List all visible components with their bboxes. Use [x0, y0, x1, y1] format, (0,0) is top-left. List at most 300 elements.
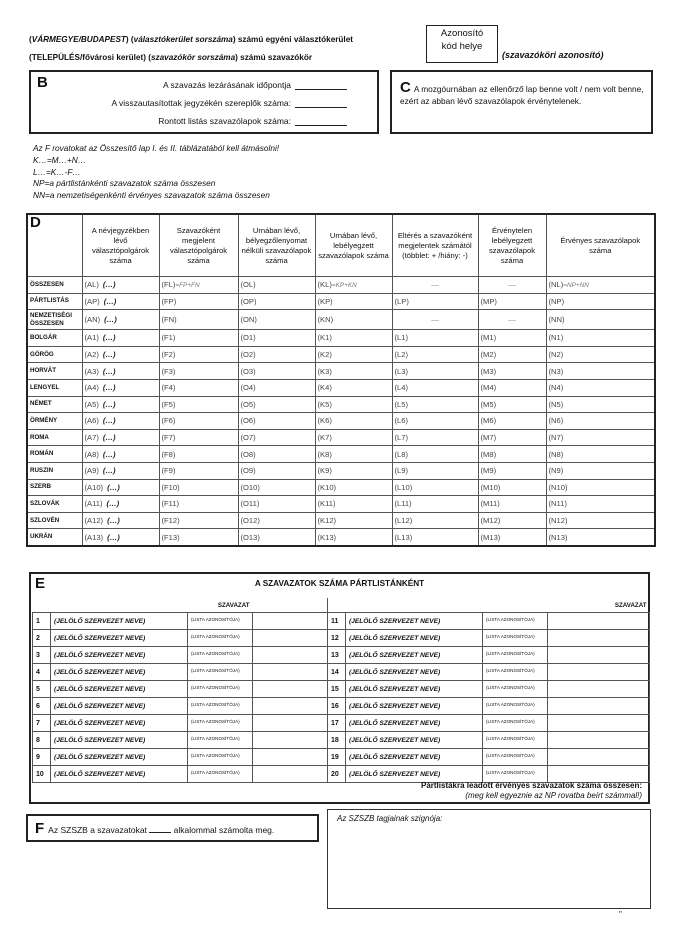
table-row	[27, 413, 655, 430]
entry-cell[interactable]	[238, 330, 315, 347]
list-id-cell[interactable]	[483, 715, 548, 732]
party-name-cell[interactable]	[51, 749, 188, 766]
entry-cell[interactable]	[238, 479, 315, 496]
entry-cell[interactable]	[238, 379, 315, 396]
entry-cell[interactable]	[159, 529, 238, 546]
party-row	[33, 647, 650, 664]
note-line: Az F rovatokat az Összesítő lap I. és II. táblázatából kell átmásolni!	[33, 143, 280, 153]
cell-code: (M13)	[480, 532, 501, 542]
cell-code: (L4)	[394, 383, 409, 393]
votes-cell[interactable]	[253, 715, 328, 732]
entry-cell[interactable]	[546, 346, 655, 363]
list-id-placeholder: (LISTA AZONOSÍTÓJA)	[486, 718, 535, 724]
header-spacer	[253, 598, 328, 613]
party-name-placeholder: (JELÖLŐ SZERVEZET NEVE)	[349, 736, 441, 744]
entry-cell[interactable]	[159, 277, 238, 294]
entry-cell[interactable]	[392, 462, 478, 479]
party-name-cell[interactable]	[346, 630, 483, 647]
entry-cell[interactable]	[315, 396, 392, 413]
header-spacer	[328, 598, 346, 613]
entry-cell[interactable]	[546, 462, 655, 479]
entry-cell[interactable]	[82, 379, 159, 396]
note-line: NN=a nemzetiségenkénti érvényes szavazatok száma összesen	[33, 190, 270, 201]
entry-cell[interactable]	[82, 446, 159, 463]
party-number: 14	[328, 664, 346, 681]
list-id-cell[interactable]	[188, 664, 253, 681]
cell-code: (N1)	[548, 333, 564, 343]
cell-code: (A7)	[84, 433, 99, 443]
entry-cell[interactable]	[82, 293, 159, 310]
row-label: SZLOVÁK	[27, 496, 82, 513]
entry-cell[interactable]	[392, 429, 478, 446]
list-id-cell[interactable]	[483, 749, 548, 766]
mobile-box-statement: A mozgóurnában az ellenőrző lap benne volt / nem volt benne, ezért az abban lévő szavazólapok érvénytelenek.	[400, 84, 644, 106]
votes-cell[interactable]	[548, 715, 650, 732]
column-header: Urnában lévő, bélyegzőlenyomat nélküli szavazólapok száma	[238, 214, 315, 277]
votes-cell[interactable]	[548, 647, 650, 664]
party-name-cell[interactable]	[346, 698, 483, 715]
party-name-cell[interactable]	[346, 732, 483, 749]
entry-cell[interactable]	[478, 479, 546, 496]
party-number: 2	[33, 630, 51, 647]
area-code-placeholder: (…)	[104, 315, 117, 325]
party-name-placeholder: (JELÖLŐ SZERVEZET NEVE)	[54, 685, 146, 693]
votes-cell[interactable]	[253, 681, 328, 698]
cell-code: (ON)	[240, 315, 257, 325]
cell-code: (M10)	[480, 482, 501, 492]
list-id-cell[interactable]	[483, 732, 548, 749]
party-number: 1	[33, 613, 51, 630]
entry-cell[interactable]	[546, 529, 655, 546]
party-name-cell[interactable]	[51, 715, 188, 732]
cell-code: (AL)	[84, 280, 99, 290]
entry-cell[interactable]	[478, 310, 546, 330]
entry-cell[interactable]	[392, 413, 478, 430]
cell-code: (A9)	[84, 466, 99, 476]
party-name-cell[interactable]	[51, 630, 188, 647]
entry-cell[interactable]	[392, 512, 478, 529]
entry-cell[interactable]	[238, 277, 315, 294]
header-spacer	[33, 598, 51, 613]
entry-cell[interactable]	[159, 496, 238, 513]
cell-code: (L9)	[394, 466, 409, 476]
page-footer-mark: "	[619, 910, 622, 919]
party-name-placeholder: (JELÖLŐ SZERVEZET NEVE)	[349, 668, 441, 676]
area-code-placeholder: (…)	[107, 516, 120, 526]
header-segment: ) számú egyéni választókerület	[232, 35, 353, 44]
votes-cell[interactable]	[548, 698, 650, 715]
section-e-letter: E	[35, 575, 46, 592]
section-e	[29, 572, 650, 804]
entry-cell[interactable]	[315, 346, 392, 363]
party-name-cell[interactable]	[51, 732, 188, 749]
entry-cell[interactable]	[478, 462, 546, 479]
entry-cell[interactable]	[546, 277, 655, 294]
list-id-cell[interactable]	[188, 715, 253, 732]
entry-cell[interactable]	[82, 529, 159, 546]
table-row	[27, 529, 655, 546]
cell-code: (M5)	[480, 399, 497, 409]
entry-cell[interactable]	[546, 330, 655, 347]
entry-cell[interactable]	[478, 293, 546, 310]
cell-code: (F2)	[161, 350, 176, 360]
cell-code: —	[431, 315, 439, 325]
section-d-letter: D	[30, 214, 41, 231]
area-code-placeholder: (…)	[103, 296, 117, 306]
section-e-title: A SZAVAZATOK SZÁMA PÁRTLISTÁNKÉNT	[254, 579, 425, 588]
cell-code: (N11)	[548, 499, 567, 509]
entry-cell[interactable]	[392, 293, 478, 310]
party-row	[33, 664, 650, 681]
closing-time-field[interactable]	[295, 80, 347, 90]
spoiled-ballots-field[interactable]	[295, 116, 347, 126]
entry-cell[interactable]	[546, 512, 655, 529]
entry-cell[interactable]	[82, 363, 159, 380]
entry-cell[interactable]	[478, 413, 546, 430]
entry-cell[interactable]	[546, 396, 655, 413]
entry-cell[interactable]	[238, 396, 315, 413]
area-code-placeholder: (…)	[102, 399, 116, 409]
cell-code: (A13)	[84, 532, 104, 542]
cell-code: (L3)	[394, 366, 409, 376]
entry-cell[interactable]	[546, 293, 655, 310]
cell-code: (N13)	[548, 532, 568, 542]
votes-cell[interactable]	[548, 749, 650, 766]
entry-cell[interactable]	[159, 462, 238, 479]
entry-cell[interactable]	[315, 429, 392, 446]
section-d-letter-cell	[27, 214, 82, 277]
cell-code: (LP)	[394, 296, 409, 306]
entry-cell[interactable]	[82, 330, 159, 347]
party-name-cell[interactable]	[346, 749, 483, 766]
note-line: K…=M…+N…	[33, 154, 87, 165]
entry-cell[interactable]	[238, 346, 315, 363]
votes-cell[interactable]	[548, 766, 650, 783]
list-id-placeholder: (LISTA AZONOSÍTÓJA)	[191, 633, 240, 639]
entry-cell[interactable]	[315, 496, 392, 513]
cell-code: (O3)	[240, 366, 256, 376]
entry-cell[interactable]	[392, 330, 478, 347]
cell-code: (K10)	[317, 482, 337, 492]
list-id-placeholder: (LISTA AZONOSÍTÓJA)	[486, 684, 535, 690]
entry-cell[interactable]	[238, 529, 315, 546]
entry-cell[interactable]	[159, 512, 238, 529]
header-spacer	[51, 598, 188, 613]
votes-cell[interactable]	[253, 647, 328, 664]
entry-cell[interactable]	[82, 396, 159, 413]
entry-cell[interactable]	[478, 429, 546, 446]
cell-code: (A11)	[84, 499, 103, 509]
party-name-cell[interactable]	[51, 613, 188, 630]
entry-cell[interactable]	[546, 363, 655, 380]
list-id-cell[interactable]	[483, 681, 548, 698]
party-name-cell[interactable]	[346, 647, 483, 664]
identifier-box-line-2: kód helye	[441, 41, 483, 52]
party-number: 13	[328, 647, 346, 664]
party-number: 16	[328, 698, 346, 715]
votes-cell[interactable]	[253, 766, 328, 783]
votes-cell[interactable]	[548, 732, 650, 749]
entry-cell[interactable]	[159, 330, 238, 347]
party-name-placeholder: (JELÖLŐ SZERVEZET NEVE)	[54, 770, 146, 778]
entry-cell[interactable]	[315, 310, 392, 330]
list-id-cell[interactable]	[188, 749, 253, 766]
entry-cell[interactable]	[478, 379, 546, 396]
entry-cell[interactable]	[392, 396, 478, 413]
entry-cell[interactable]	[238, 310, 315, 330]
party-name-cell[interactable]	[346, 766, 483, 783]
entry-cell[interactable]	[82, 413, 159, 430]
party-name-cell[interactable]	[51, 681, 188, 698]
cell-code: (F10)	[161, 482, 180, 492]
cell-code: (L7)	[394, 433, 409, 443]
entry-cell[interactable]	[315, 330, 392, 347]
count-times-field[interactable]	[149, 824, 171, 833]
table-row	[27, 396, 655, 413]
entry-cell[interactable]	[238, 496, 315, 513]
party-number: 17	[328, 715, 346, 732]
party-number: 12	[328, 630, 346, 647]
entry-cell[interactable]	[238, 363, 315, 380]
list-id-cell[interactable]	[188, 732, 253, 749]
list-id-cell[interactable]	[483, 766, 548, 783]
party-name-cell[interactable]	[346, 681, 483, 698]
cell-code: (M1)	[480, 333, 497, 343]
cell-code: (F9)	[161, 466, 176, 476]
party-name-cell[interactable]	[51, 698, 188, 715]
entry-cell[interactable]	[238, 462, 315, 479]
column-header: Eltérés a szavazóként megjelentek számától (többlet: + /hiány: -)	[392, 214, 478, 277]
entry-cell[interactable]	[392, 277, 478, 294]
entry-cell[interactable]	[392, 496, 478, 513]
entry-cell[interactable]	[159, 413, 238, 430]
party-name-placeholder: (JELÖLŐ SZERVEZET NEVE)	[54, 736, 146, 744]
list-id-cell[interactable]	[483, 664, 548, 681]
list-id-cell[interactable]	[188, 681, 253, 698]
cell-code: (F3)	[161, 366, 176, 376]
entry-cell[interactable]	[159, 293, 238, 310]
entry-cell[interactable]	[546, 479, 655, 496]
list-id-cell[interactable]	[188, 630, 253, 647]
section-f	[26, 814, 319, 842]
formula-hint: =FP+FN	[175, 282, 200, 290]
entry-cell[interactable]	[392, 446, 478, 463]
cell-code: (O1)	[240, 333, 256, 343]
entry-cell[interactable]	[238, 293, 315, 310]
precinct-identifier-label: (szavazóköri azonosító)	[502, 50, 604, 60]
party-name-placeholder: (JELÖLŐ SZERVEZET NEVE)	[349, 702, 441, 710]
cell-code: (N8)	[548, 449, 564, 459]
entry-cell[interactable]	[478, 363, 546, 380]
cell-code: (K13)	[317, 532, 337, 542]
row-label: PÁRTLISTÁS	[27, 293, 82, 310]
votes-cell[interactable]	[548, 630, 650, 647]
entry-cell[interactable]	[392, 363, 478, 380]
header-segment: ) (	[125, 35, 134, 44]
row-label: HORVÁT	[27, 363, 82, 380]
entry-cell[interactable]	[315, 462, 392, 479]
row-label: BOLGÁR	[27, 330, 82, 347]
votes-cell[interactable]	[253, 630, 328, 647]
votes-cell[interactable]	[548, 681, 650, 698]
party-total-label: Pártlistákra leadott érvényes szavazatok száma összesen:	[420, 781, 642, 790]
cell-code: (A3)	[84, 366, 99, 376]
table-row	[27, 310, 655, 330]
area-code-placeholder: (…)	[106, 499, 120, 509]
cell-code: (K9)	[317, 466, 332, 476]
cell-code: (K8)	[317, 449, 332, 459]
entry-cell[interactable]	[546, 310, 655, 330]
list-id-cell[interactable]	[188, 766, 253, 783]
entry-cell[interactable]	[82, 429, 159, 446]
party-number: 5	[33, 681, 51, 698]
entry-cell[interactable]	[478, 529, 546, 546]
table-row	[27, 429, 655, 446]
party-name-cell[interactable]	[51, 664, 188, 681]
votes-cell[interactable]	[253, 613, 328, 630]
list-id-cell[interactable]	[483, 647, 548, 664]
party-name-placeholder: (JELÖLŐ SZERVEZET NEVE)	[349, 753, 441, 761]
votes-cell[interactable]	[548, 664, 650, 681]
votes-column-header: SZAVAZAT	[614, 601, 647, 609]
area-code-placeholder: (…)	[102, 466, 116, 476]
entry-cell[interactable]	[478, 512, 546, 529]
area-code-placeholder: (…)	[107, 482, 120, 492]
entry-cell[interactable]	[159, 429, 238, 446]
entry-cell[interactable]	[392, 529, 478, 546]
votes-cell[interactable]	[253, 698, 328, 715]
cell-code: (K6)	[317, 416, 332, 426]
entry-cell[interactable]	[159, 346, 238, 363]
row-label: UKRÁN	[27, 529, 82, 546]
table-row	[27, 446, 655, 463]
entry-cell[interactable]	[315, 293, 392, 310]
cell-code: (N5)	[548, 399, 564, 409]
entry-cell[interactable]	[82, 346, 159, 363]
entry-cell[interactable]	[546, 413, 655, 430]
signature-box[interactable]	[327, 809, 651, 909]
entry-cell[interactable]	[238, 446, 315, 463]
entry-cell[interactable]	[159, 479, 238, 496]
votes-cell[interactable]	[253, 732, 328, 749]
entry-cell[interactable]	[478, 496, 546, 513]
cell-code: (F4)	[161, 383, 176, 393]
entry-cell[interactable]	[159, 396, 238, 413]
party-name-cell[interactable]	[51, 766, 188, 783]
entry-cell[interactable]	[392, 479, 478, 496]
entry-cell[interactable]	[82, 462, 159, 479]
cell-code: (L2)	[394, 350, 409, 360]
entry-cell[interactable]	[478, 277, 546, 294]
votes-cell[interactable]	[253, 664, 328, 681]
entry-cell[interactable]	[546, 379, 655, 396]
party-row	[33, 630, 650, 647]
entry-cell[interactable]	[315, 363, 392, 380]
party-name-placeholder: (JELÖLŐ SZERVEZET NEVE)	[349, 617, 441, 625]
votes-cell[interactable]	[548, 613, 650, 630]
list-id-cell[interactable]	[483, 630, 548, 647]
entry-cell[interactable]	[478, 346, 546, 363]
list-id-cell[interactable]	[188, 613, 253, 630]
entry-cell[interactable]	[238, 512, 315, 529]
table-row	[27, 346, 655, 363]
cell-code: (OP)	[240, 296, 257, 306]
identifier-box	[426, 25, 498, 63]
entry-cell[interactable]	[478, 330, 546, 347]
entry-cell[interactable]	[315, 446, 392, 463]
party-number: 19	[328, 749, 346, 766]
entry-cell[interactable]	[315, 413, 392, 430]
column-header: A névjegyzékben lévő választópolgárok száma	[82, 214, 159, 277]
list-id-placeholder: (LISTA AZONOSÍTÓJA)	[191, 650, 240, 656]
entry-cell[interactable]	[392, 310, 478, 330]
cell-code: (KN)	[317, 315, 334, 325]
list-id-cell[interactable]	[483, 698, 548, 715]
entry-cell[interactable]	[82, 479, 159, 496]
entry-cell[interactable]	[82, 496, 159, 513]
section-f-letter: F	[35, 820, 45, 837]
entry-cell[interactable]	[159, 310, 238, 330]
cell-code: (O5)	[240, 399, 256, 409]
entry-cell[interactable]	[315, 512, 392, 529]
list-id-cell[interactable]	[188, 647, 253, 664]
entry-cell[interactable]	[315, 479, 392, 496]
entry-cell[interactable]	[159, 379, 238, 396]
entry-cell[interactable]	[82, 310, 159, 330]
party-name-cell[interactable]	[51, 647, 188, 664]
entry-cell[interactable]	[546, 446, 655, 463]
rejected-count-field[interactable]	[295, 98, 347, 108]
cell-code: (K11)	[317, 499, 336, 509]
party-name-cell[interactable]	[346, 715, 483, 732]
cell-code: (L10)	[394, 482, 413, 492]
entry-cell[interactable]	[159, 363, 238, 380]
entry-cell[interactable]	[82, 512, 159, 529]
entry-cell[interactable]	[392, 346, 478, 363]
row-label: ÖSSZESEN	[27, 277, 82, 294]
list-id-cell[interactable]	[483, 613, 548, 630]
table-row	[27, 277, 655, 294]
votes-cell[interactable]	[253, 749, 328, 766]
cell-code: (FN)	[161, 315, 177, 325]
area-code-placeholder: (…)	[102, 333, 116, 343]
entry-cell[interactable]	[82, 277, 159, 294]
entry-cell[interactable]	[315, 529, 392, 546]
party-name-cell[interactable]	[346, 664, 483, 681]
party-name-placeholder: (JELÖLŐ SZERVEZET NEVE)	[349, 719, 441, 727]
entry-cell[interactable]	[238, 413, 315, 430]
entry-cell[interactable]	[315, 277, 392, 294]
entry-cell[interactable]	[392, 379, 478, 396]
header-segment: választókerület sorszáma	[133, 35, 233, 44]
entry-cell[interactable]	[159, 446, 238, 463]
entry-cell[interactable]	[546, 429, 655, 446]
list-id-cell[interactable]	[188, 698, 253, 715]
cell-code: (N2)	[548, 350, 564, 360]
identifier-box-line-1: Azonosító	[440, 28, 484, 39]
instruction-notes	[33, 143, 279, 202]
party-name-cell[interactable]	[346, 613, 483, 630]
cell-code: (N3)	[548, 366, 564, 376]
cell-code: (A1)	[84, 333, 99, 343]
cell-code: (K4)	[317, 383, 332, 393]
cell-code: (M3)	[480, 366, 497, 376]
entry-cell[interactable]	[546, 496, 655, 513]
entry-cell[interactable]	[478, 446, 546, 463]
entry-cell[interactable]	[315, 379, 392, 396]
entry-cell[interactable]	[238, 429, 315, 446]
entry-cell[interactable]	[478, 396, 546, 413]
